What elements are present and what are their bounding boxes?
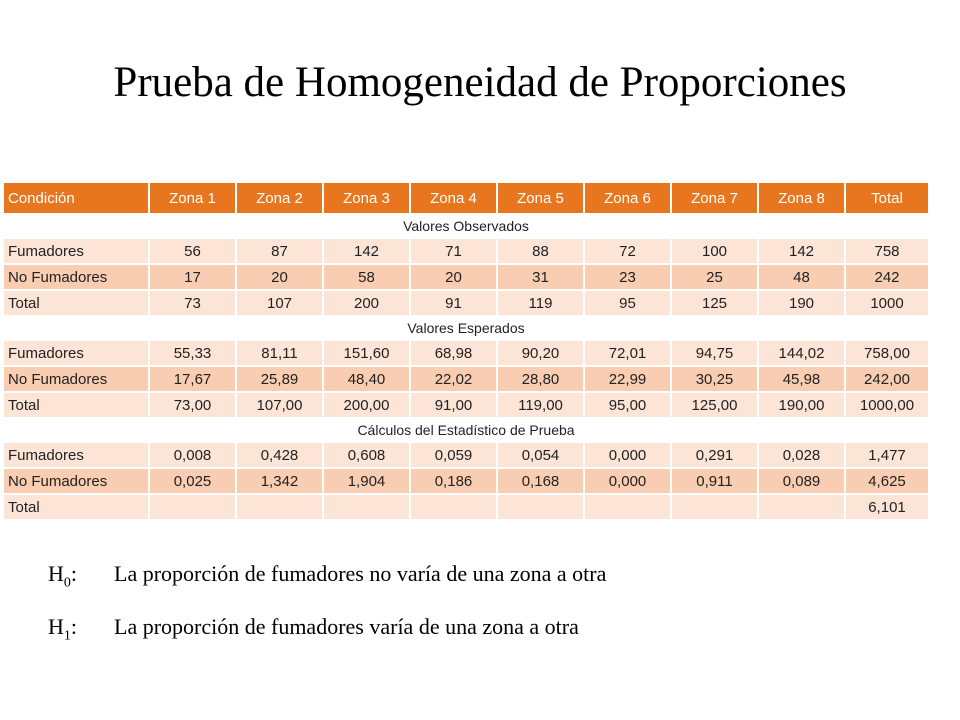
table-cell: 90,20 xyxy=(497,340,584,366)
table-cell: 88 xyxy=(497,238,584,264)
table-cell: 48,40 xyxy=(323,366,410,392)
table-cell: 72 xyxy=(584,238,671,264)
header-cell: Zona 7 xyxy=(671,182,758,214)
table-cell: 6,101 xyxy=(845,494,929,520)
table-cell: 0,291 xyxy=(671,442,758,468)
hypothesis-text: La proporción de fumadores no varía de una zona a otra xyxy=(114,561,607,586)
table-cell: 1,904 xyxy=(323,468,410,494)
row-label: Fumadores xyxy=(3,340,149,366)
section-row xyxy=(3,214,929,238)
table-cell: 0,608 xyxy=(323,442,410,468)
header-row xyxy=(3,182,929,214)
table-cell xyxy=(671,494,758,520)
table-body xyxy=(3,214,929,520)
hypothesis-symbol: $H_0$: xyxy=(48,561,78,591)
table-cell: 190 xyxy=(758,290,845,316)
table-cell: 200,00 xyxy=(323,392,410,418)
table-cell: 31 xyxy=(497,264,584,290)
table-cell: 144,02 xyxy=(758,340,845,366)
table-cell: 28,80 xyxy=(497,366,584,392)
table-cell: 758,00 xyxy=(845,340,929,366)
table-cell: 1,342 xyxy=(236,468,323,494)
table-cell: 0,008 xyxy=(149,442,236,468)
table-cell: 0,186 xyxy=(410,468,497,494)
table-cell: 72,01 xyxy=(584,340,671,366)
table-cell: 119 xyxy=(497,290,584,316)
table-cell: 95 xyxy=(584,290,671,316)
table-cell: 107 xyxy=(236,290,323,316)
section-title: Valores Observados xyxy=(3,214,929,238)
table-cell: 0,054 xyxy=(497,442,584,468)
table-cell xyxy=(410,494,497,520)
table-row xyxy=(3,392,929,418)
table-cell: 1000 xyxy=(845,290,929,316)
hypothesis-alternative xyxy=(48,614,579,644)
table-cell: 200 xyxy=(323,290,410,316)
table-cell: 119,00 xyxy=(497,392,584,418)
table-cell: 91 xyxy=(410,290,497,316)
table-cell: 0,059 xyxy=(410,442,497,468)
table-cell: 95,00 xyxy=(584,392,671,418)
table-cell: 45,98 xyxy=(758,366,845,392)
table-cell: 25,89 xyxy=(236,366,323,392)
table-cell: 58 xyxy=(323,264,410,290)
section-title: Valores Esperados xyxy=(3,316,929,340)
section-title: Cálculos del Estadístico de Prueba xyxy=(3,418,929,442)
table-cell: 71 xyxy=(410,238,497,264)
section-row xyxy=(3,316,929,340)
statistics-table xyxy=(2,181,930,521)
table-cell: 0,428 xyxy=(236,442,323,468)
header-cell: Condición xyxy=(3,182,149,214)
table-cell: 142 xyxy=(323,238,410,264)
hypothesis-null xyxy=(48,561,606,591)
table-cell: 4,625 xyxy=(845,468,929,494)
table-cell: 73 xyxy=(149,290,236,316)
hypothesis-text: La proporción de fumadores varía de una zona a otra xyxy=(114,614,579,639)
table-cell: 55,33 xyxy=(149,340,236,366)
table-cell: 0,000 xyxy=(584,442,671,468)
table-cell: 1000,00 xyxy=(845,392,929,418)
table-cell: 91,00 xyxy=(410,392,497,418)
table-cell: 22,02 xyxy=(410,366,497,392)
table-cell: 56 xyxy=(149,238,236,264)
table-cell: 48 xyxy=(758,264,845,290)
header-cell: Zona 5 xyxy=(497,182,584,214)
header-cell: Zona 6 xyxy=(584,182,671,214)
table-row xyxy=(3,366,929,392)
table-cell: 190,00 xyxy=(758,392,845,418)
table-cell: 125 xyxy=(671,290,758,316)
table-cell: 17,67 xyxy=(149,366,236,392)
table-cell: 87 xyxy=(236,238,323,264)
table-cell xyxy=(149,494,236,520)
section-row xyxy=(3,418,929,442)
table-cell xyxy=(758,494,845,520)
table-cell: 23 xyxy=(584,264,671,290)
table-cell: 0,168 xyxy=(497,468,584,494)
table-row xyxy=(3,264,929,290)
table-row xyxy=(3,238,929,264)
row-label: No Fumadores xyxy=(3,264,149,290)
table-cell: 17 xyxy=(149,264,236,290)
row-label: Total xyxy=(3,290,149,316)
table-cell: 81,11 xyxy=(236,340,323,366)
table-cell xyxy=(236,494,323,520)
table-cell: 20 xyxy=(410,264,497,290)
table-cell: 0,089 xyxy=(758,468,845,494)
table-row xyxy=(3,290,929,316)
table-row xyxy=(3,468,929,494)
header-cell: Zona 1 xyxy=(149,182,236,214)
table-cell: 0,025 xyxy=(149,468,236,494)
table-row xyxy=(3,340,929,366)
row-label: No Fumadores xyxy=(3,366,149,392)
table-cell: 107,00 xyxy=(236,392,323,418)
table-row xyxy=(3,442,929,468)
header-cell: Zona 2 xyxy=(236,182,323,214)
table-row xyxy=(3,494,929,520)
table-cell: 125,00 xyxy=(671,392,758,418)
table-cell: 73,00 xyxy=(149,392,236,418)
row-label: No Fumadores xyxy=(3,468,149,494)
table-cell: 0,911 xyxy=(671,468,758,494)
table-cell: 100 xyxy=(671,238,758,264)
table-cell xyxy=(497,494,584,520)
hypothesis-symbol: $H_1$: xyxy=(48,614,78,644)
row-label: Total xyxy=(3,392,149,418)
table-cell: 94,75 xyxy=(671,340,758,366)
header-cell: Zona 4 xyxy=(410,182,497,214)
table-cell: 151,60 xyxy=(323,340,410,366)
row-label: Total xyxy=(3,494,149,520)
table-cell: 1,477 xyxy=(845,442,929,468)
header-cell: Total xyxy=(845,182,929,214)
header-cell: Zona 3 xyxy=(323,182,410,214)
row-label: Fumadores xyxy=(3,442,149,468)
table-cell: 0,000 xyxy=(584,468,671,494)
table-cell xyxy=(584,494,671,520)
header-cell: Zona 8 xyxy=(758,182,845,214)
table-cell: 242,00 xyxy=(845,366,929,392)
table-cell xyxy=(323,494,410,520)
table-cell: 22,99 xyxy=(584,366,671,392)
table-cell: 142 xyxy=(758,238,845,264)
row-label: Fumadores xyxy=(3,238,149,264)
table-cell: 242 xyxy=(845,264,929,290)
slide-title: Prueba de Homogeneidad de Proporciones xyxy=(113,59,847,106)
table-cell: 758 xyxy=(845,238,929,264)
statistics-table-container xyxy=(2,181,928,519)
table-cell: 30,25 xyxy=(671,366,758,392)
table-cell: 68,98 xyxy=(410,340,497,366)
table-cell: 0,028 xyxy=(758,442,845,468)
table-cell: 25 xyxy=(671,264,758,290)
table-cell: 20 xyxy=(236,264,323,290)
